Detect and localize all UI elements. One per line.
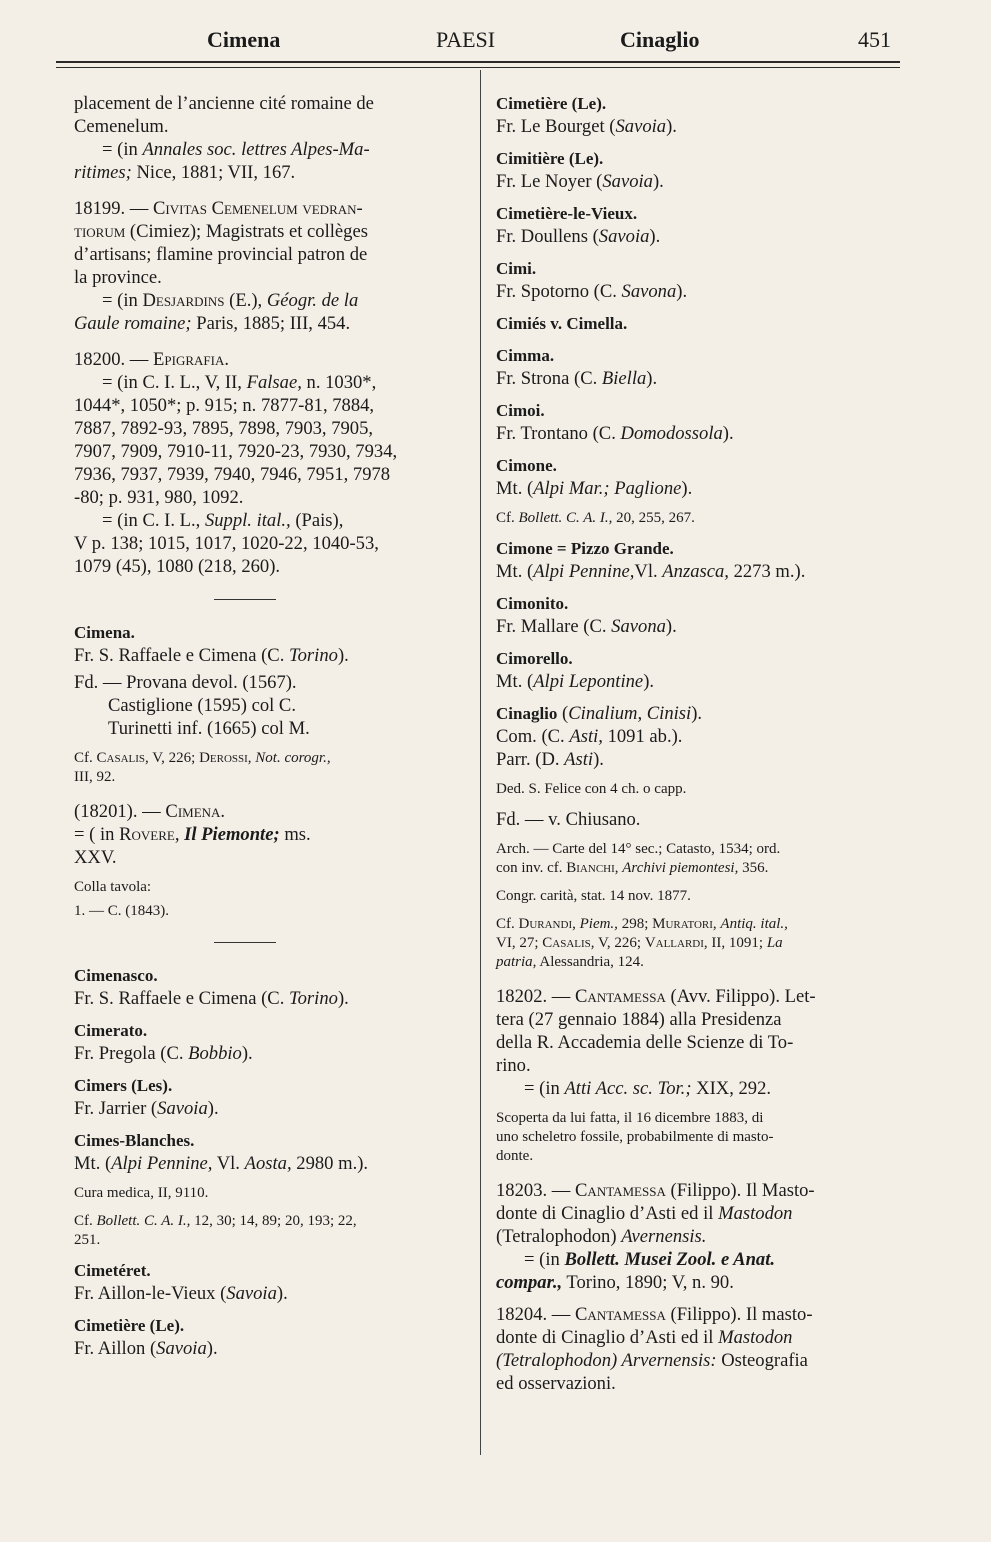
left-column	[74, 92, 464, 1360]
entry-cimerato: Cimerato. Fr. Pregola (C. Bobbio).	[74, 1021, 253, 1064]
entry-cimitiere: Cimitière (Le). Fr. Le Noyer (Savoia).	[496, 149, 664, 192]
entry-cimone: Cimone. Mt. (Alpi Mar.; Paglione). Cf. Bollett. C. A. I., 20, 255, 267.	[496, 456, 695, 526]
entry-cimetiere: Cimetière (Le). Fr. Aillon (Savoia).	[74, 1316, 218, 1359]
citation: = (in Annales soc. lettres Alpes-Ma-	[102, 139, 370, 160]
running-head-right: Cinaglio	[620, 27, 700, 52]
entry-cimeteret: Cimetéret. Fr. Aillon-le-Vieux (Savoia).	[74, 1261, 288, 1304]
entry-cimma: Cimma. Fr. Strona (C. Biella).	[496, 346, 658, 389]
entry-cimes-blanches: Cimes-Blanches. Mt. (Alpi Pennine, Vl. Aosta, 2980 m.). Cura medica, II, 9110. Cf. Bollett. C. A. I., 12, 30; 14, 89; 20, 193; 22, 251.	[74, 1131, 369, 1248]
running-head-left: Cimena	[207, 27, 281, 52]
entry-heading: Cimena.	[74, 623, 135, 642]
right-column	[496, 92, 916, 1395]
entry-cimonito: Cimonito. Fr. Mallare (C. Savona).	[496, 594, 677, 637]
text-line: placement de l’ancienne cité romaine de	[74, 93, 374, 114]
page-number: 451	[858, 27, 891, 52]
entry-cimone-pizzo-grande: Cimone = Pizzo Grande. Mt. (Alpi Pennine,Vl. Anzasca, 2273 m.).	[496, 539, 806, 582]
entry-cimi: Cimi. Fr. Spotorno (C. Savona).	[496, 259, 688, 302]
entry-cimorello: Cimorello. Mt. (Alpi Lepontine).	[496, 649, 655, 692]
running-head-center: PAESI	[436, 27, 496, 52]
text-line: Cemenelum.	[74, 116, 169, 137]
entry-18199: 18199. — Civitas Cemenelum vedran- tiorum (Cimiez); Magistrats et collèges d’artisans; flamine provincial patron de la province. = (in Desjardins (E.), Géogr. de la Gaule romaine; Paris, 1885; III, 454.	[74, 198, 368, 334]
header-rule-thin	[56, 67, 900, 68]
entry-18201: (18201). — Cimena. = ( in Rovere, Il Piemonte; ms. XXV. Colla tavola: 1. — C. (1843).	[74, 801, 311, 919]
entry-cinaglio: Cinaglio (Cinalium, Cinisi). Com. (C. Asti, 1091 ab.). Parr. (D. Asti). Ded. S. Felice con 4 ch. o capp. Fd. — v. Chiusano. Arch. — Carte del 14° sec.; Catasto, 1534; ord. con inv. cf. Bianchi, Archivi piemontesi, 356. Congr. carità, stat. 14 nov. 1877. Cf. Durandi, Piem., 298; Muratori, Antiq. ital., VI, 27; Casalis, V, 226; Vallardi, II, 1091; La patria, Alessandria, 124.	[496, 703, 788, 970]
entry-18204: 18204. — Cantamessa (Filippo). Il masto- donte di Cinaglio d’Asti ed il Mastodon (Tetralophodon) Arvernensis: Osteografia ed osservazioni.	[496, 1304, 813, 1394]
entry-cimenasco: Cimenasco. Fr. S. Raffaele e Cimena (C. Torino).	[74, 966, 349, 1009]
entry-18202: 18202. — Cantamessa (Avv. Filippo). Let- tera (27 gennaio 1884) alla Presidenza della R. Accademia delle Scienze di To- rino. = (in Atti Acc. sc. Tor.; XIX, 292. Scoperta da lui fatta, il 16 dicembre 1883, di uno scheletro fossile, probabilmente di masto- donte.	[496, 986, 816, 1164]
entry-cimies: Cimiés v. Cimella.	[496, 314, 628, 333]
entry-cimena: Cimena. Fr. S. Raffaele e Cimena (C. Torino). Fd. — Provana devol. (1567). Castiglione (1595) col C. Turinetti inf. (1665) col M. Cf. Casalis, V, 226; Derossi, Not. corogr., III, 92.	[74, 621, 464, 787]
section-separator	[214, 942, 276, 943]
section-separator	[214, 599, 276, 600]
entry-cimetiere-le: Cimetière (Le). Fr. Le Bourget (Savoia).	[496, 94, 677, 137]
entry-18200: 18200. — Epigrafia. = (in C. I. L., V, II, Falsae, n. 1030*, 1044*, 1050*; p. 915; n. 7877-81, 7884, 7887, 7892-93, 7895, 7898, 7903, 7905, 7907, 7909, 7910-11, 7920-23, 7930, 7934, 7936, 7937, 7939, 7940, 7946, 7951, 7978 -80; p. 931, 980, 1092. = (in C. I. L., Suppl. ital., (Pais), V p. 138; 1015, 1017, 1020-22, 1040-53, 1079 (45), 1080 (218, 260).	[74, 349, 398, 577]
entry-cimetiere-le-vieux: Cimetière-le-Vieux. Fr. Doullens (Savoia).	[496, 204, 661, 247]
header-rule	[56, 61, 900, 63]
entry-18203: 18203. — Cantamessa (Filippo). Il Masto- donte di Cinaglio d’Asti ed il Mastodon (Tetralophodon) Avernensis. = (in Bollett. Musei Zool. e Anat. compar., Torino, 1890; V, n. 90.	[496, 1180, 815, 1293]
column-divider	[480, 70, 481, 1455]
entry-cimers: Cimers (Les). Fr. Jarrier (Savoia).	[74, 1076, 219, 1119]
citation: ritimes; Nice, 1881; VII, 167.	[74, 162, 296, 183]
entry-cimoi: Cimoi. Fr. Trontano (C. Domodossola).	[496, 401, 734, 444]
